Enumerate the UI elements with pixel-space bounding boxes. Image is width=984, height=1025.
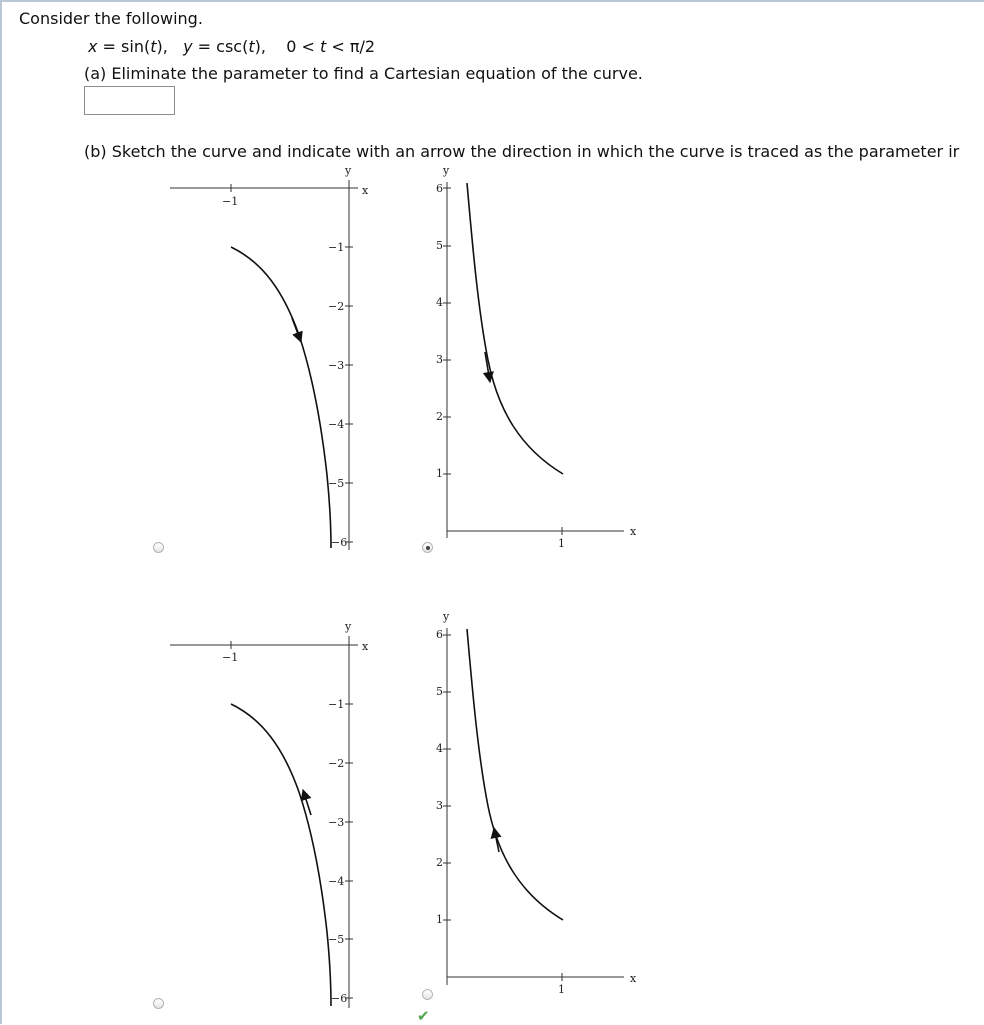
y-axis-label: y <box>345 164 352 177</box>
y-tick-label: −4 <box>328 418 345 431</box>
y-tick-label: 1 <box>436 913 443 926</box>
y-tick-label: 3 <box>436 353 443 366</box>
direction-arrow <box>292 318 301 342</box>
y-tick-label: 3 <box>436 799 443 812</box>
x-tick-label: −1 <box>222 195 239 208</box>
y-tick-label: −1 <box>328 241 345 254</box>
part-a-prompt: (a) Eliminate the parameter to find a Cartesian equation of the curve. <box>84 64 643 83</box>
curve <box>467 629 563 920</box>
radio-graph-option-2[interactable] <box>422 542 433 553</box>
y-tick-label: −5 <box>328 933 345 946</box>
x-tick-label: 1 <box>558 983 565 996</box>
curve <box>231 704 331 1006</box>
x-tick-label: 1 <box>558 537 565 550</box>
y-tick-label: −3 <box>328 359 345 372</box>
y-tick-label: −2 <box>328 757 345 770</box>
y-tick-label: −6 <box>331 992 348 1005</box>
x-tick-label: −1 <box>222 651 239 664</box>
question-intro: Consider the following. <box>19 9 203 28</box>
graph-option-4 <box>436 610 637 996</box>
y-tick-label: −4 <box>328 875 345 888</box>
graph-option-2 <box>436 164 637 550</box>
y-axis-label: y <box>443 164 450 177</box>
y-tick-label: 5 <box>436 239 443 252</box>
curve <box>231 247 331 548</box>
y-tick-label: −6 <box>331 536 348 549</box>
y-tick-label: −1 <box>328 698 345 711</box>
y-tick-label: −2 <box>328 300 345 313</box>
y-tick-label: 2 <box>436 856 443 869</box>
y-tick-label: −5 <box>328 477 345 490</box>
checkmark-icon: ✔ <box>417 1007 430 1025</box>
y-tick-label: 6 <box>436 628 443 641</box>
y-tick-label: 6 <box>436 182 443 195</box>
radio-graph-option-1[interactable] <box>153 542 164 553</box>
y-axis-label: y <box>443 610 450 623</box>
x-axis-label: x <box>630 525 637 538</box>
part-b-prompt: (b) Sketch the curve and indicate with an arrow the direction in which the curve is traced as the parameter ir <box>84 142 960 161</box>
y-tick-label: 4 <box>436 742 443 755</box>
y-tick-label: 4 <box>436 296 443 309</box>
y-tick-label: −3 <box>328 816 345 829</box>
x-axis-label: x <box>630 972 637 985</box>
graph-option-3 <box>170 620 369 1008</box>
y-tick-label: 5 <box>436 685 443 698</box>
curve <box>467 183 563 474</box>
x-axis-label: x <box>362 640 369 653</box>
y-tick-label: 2 <box>436 410 443 423</box>
radio-graph-option-4[interactable] <box>422 989 433 1000</box>
y-tick-label: 1 <box>436 467 443 480</box>
parametric-equations: x = sin(t), y = csc(t), 0 < t < π/2 <box>88 37 376 56</box>
x-axis-label: x <box>362 184 369 197</box>
radio-graph-option-3[interactable] <box>153 998 164 1009</box>
y-axis-label: y <box>345 620 352 633</box>
graph-option-1 <box>170 164 369 550</box>
